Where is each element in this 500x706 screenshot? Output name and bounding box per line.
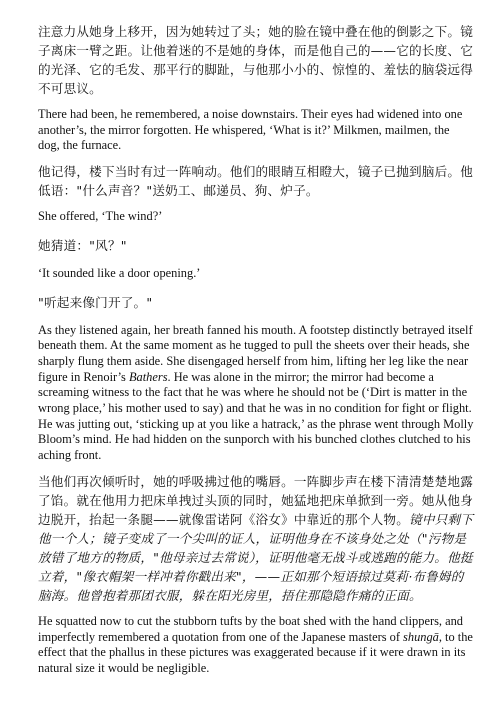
en-paragraph-5: [38, 614, 474, 677]
en-paragraph-4: [38, 323, 474, 464]
en-paragraph-5-part-2: , to the effect that the phallus in these pictures was exaggerated because if it were drawn in its natural size it would be negligible.: [38, 629, 473, 675]
en-paragraph-4-part-1: As they listened again, her breath fanned his mouth. A footstep distinctly betrayed itself beneath them. At the same moment as he tugged to pull the sheets over their heads, she sharply flung them aside. She disengaged herself from him, lifting her leg like the near figure in Renoir’s: [38, 322, 473, 384]
zh-paragraph-5: [38, 472, 474, 605]
zh-paragraph-5-italic: 镜中只剩下他一个人；镜子变成了一个尖叫的证人，证明他身在不该身处之处（"污物是放错了地方的物质，"他母亲过去常说），证明他毫无战斗或逃跑的能力。他挺立着，"像衣帽架一样冲着你戳出来"，——正如那个短语掠过莫莉·布鲁姆的脑海。他曾抱着那团衣服，躲在阳光房里，捂住那隐隐作痛的正面。: [38, 511, 473, 603]
document-page: [38, 22, 474, 685]
zh-paragraph-3: 她猜道："风？": [38, 237, 127, 253]
en-paragraph-5-term: shungā: [403, 629, 439, 644]
en-paragraph-5-part-1: He squatted now to cut the stubborn tufts by the boat shed with the hand clippers, and imperfectly remembered a quotation from one of the Japanese masters of: [38, 613, 463, 644]
en-paragraph-1: There had been, he remembered, a noise downstairs. Their eyes had widened into one another’s, the mirror forgotten. He whispered, ‘What is it?’ Milkmen, mailmen, the dog, the furnace.: [38, 107, 463, 153]
en-paragraph-2: She offered, ‘The wind?’: [38, 209, 163, 224]
zh-paragraph-5-regular: 当他们再次倾听时，她的呼吸拂过他的嘴唇。一阵脚步声在楼下清清楚楚地露了馅。就在他用力把床单拽过头顶的同时，她猛地把床单掀到一旁。她从他身边脱开，抬起一条腿——就像雷诺阿《浴女》中靠近的那个人物。: [38, 473, 473, 527]
zh-paragraph-2: 他记得，楼下当时有过一阵响动。他们的眼睛互相瞪大，镜子已抛到脑后。他低语："什么声音？"送奶工、邮递员、狗、炉子。: [38, 164, 473, 199]
en-paragraph-4-title: Bathers: [128, 369, 168, 384]
zh-paragraph-1: 注意力从她身上移开，因为她转过了头；她的脸在镜中叠在他的倒影之下。镜子离床一臂之距。让他着迷的不是她的身体，而是他自己的——它的长度、它的光泽、它的毛发、那平行的脚趾，与他那小小的、惊惶的、羞怯的脑袋远得不可思议。: [38, 24, 473, 96]
zh-paragraph-4: "听起来像门开了。": [38, 294, 153, 310]
en-paragraph-4-part-2: . He was alone in the mirror; the mirror had become a screaming witness to the fact that he was where he should not be (‘Dirt is matter in the wrong place,’ his mother used to say) and that he was in no condition for fight or flight. He was jutting out, ‘sticking up at you like a hatrack,’ as the phrase went through Molly Bloom’s mind. He had hidden on the sunporch with his bunched clothes clutched to his aching front.: [38, 369, 474, 463]
en-paragraph-3: ‘It sounded like a door opening.’: [38, 265, 201, 280]
